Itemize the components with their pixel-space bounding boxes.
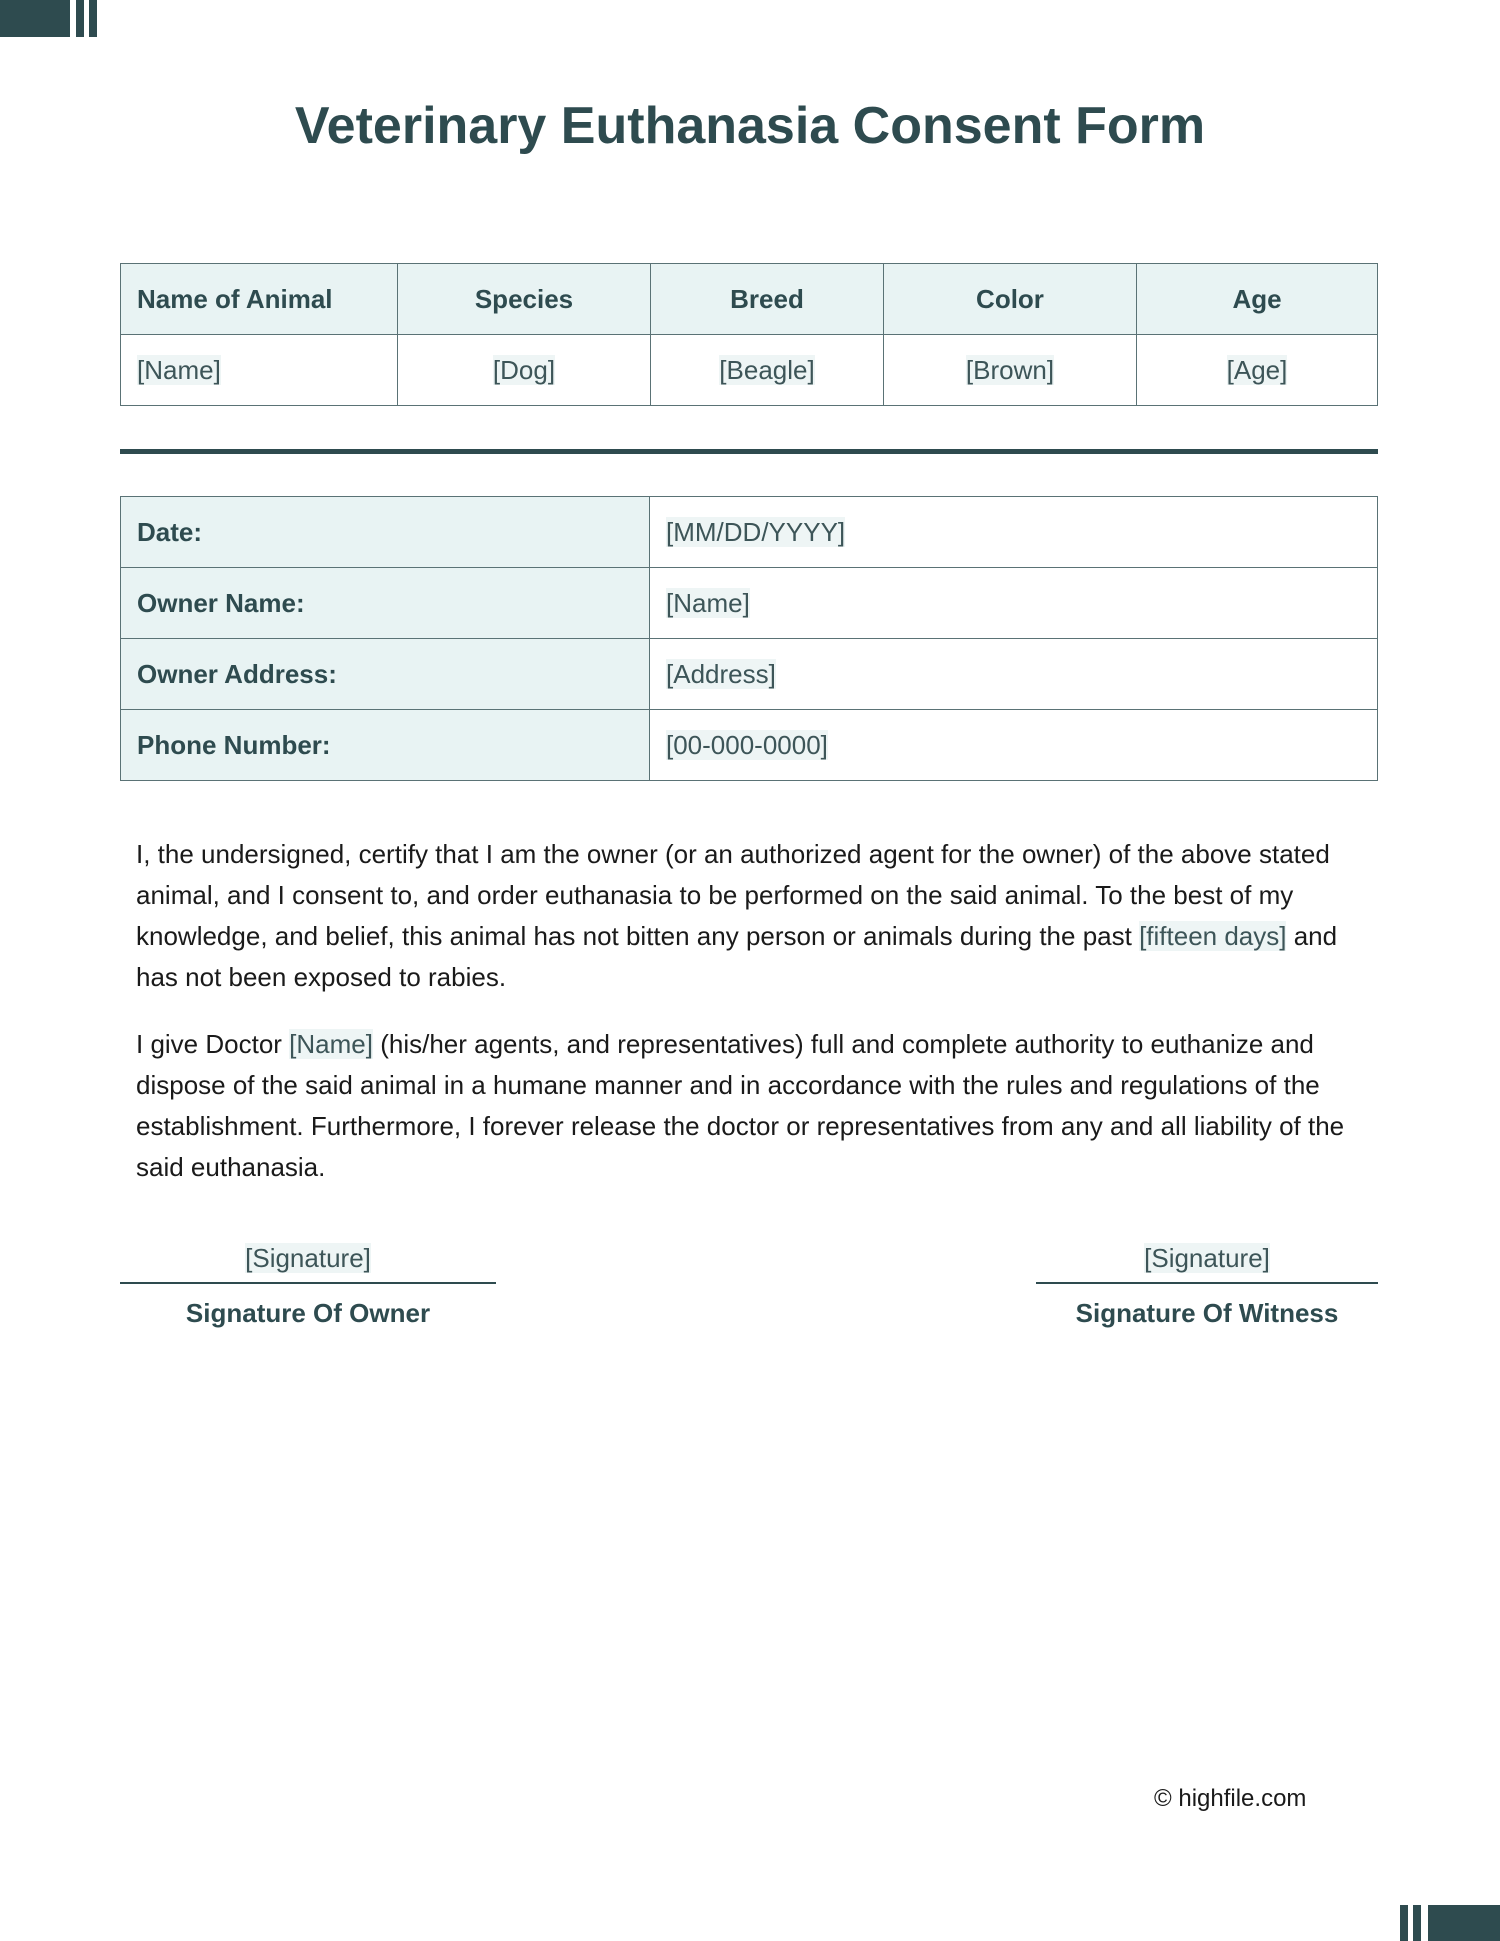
corner-decoration-top-left: [0, 0, 70, 37]
phone-number-field[interactable]: [650, 710, 1378, 781]
owner-address-field[interactable]: [650, 639, 1378, 710]
witness-signature-block: [1036, 1238, 1378, 1329]
date-value: [MM/DD/YYYY]: [666, 516, 846, 547]
owner-name-value: [Name]: [666, 587, 750, 618]
animal-name-cell[interactable]: [121, 335, 398, 406]
owner-address-label: Owner Address:: [121, 639, 650, 710]
corner-stripe: [89, 0, 97, 37]
paragraph-text: I, the undersigned, certify that I am the owner (or an authorized agent for the owner) of the above stated animal, and I consent to, and order euthanasia to be performed on the said animal. To the best of my knowledge, and belief, this animal has not bitten any person or animals during the past: [136, 839, 1330, 951]
species-value: [Dog]: [492, 354, 556, 385]
consent-paragraph: [136, 834, 1366, 998]
animal-info-table: [120, 263, 1378, 406]
signature-line: [120, 1282, 496, 1284]
table-row: [121, 710, 1378, 781]
copyright-text: © highfile.com: [1154, 1785, 1307, 1812]
table-row: [121, 568, 1378, 639]
authority-paragraph: [136, 1024, 1366, 1188]
animal-name-value: [Name]: [137, 354, 221, 385]
witness-signature-value: [Signature]: [1144, 1243, 1270, 1273]
owner-name-label: Owner Name:: [121, 568, 650, 639]
owner-signature-field[interactable]: [120, 1238, 496, 1278]
owner-signature-label: Signature Of Owner: [185, 1298, 431, 1328]
header-species: Species: [398, 264, 651, 335]
witness-signature-field[interactable]: [1036, 1238, 1378, 1278]
owner-signature-value: [Signature]: [245, 1243, 371, 1273]
corner-stripe: [1400, 1905, 1408, 1941]
days-placeholder[interactable]: [fifteen days]: [1139, 921, 1287, 951]
corner-stripe: [1413, 1905, 1421, 1941]
owner-address-value: [Address]: [666, 658, 776, 689]
paragraph-text: and has not been exposed to rabies.: [136, 921, 1338, 992]
breed-value: [Beagle]: [719, 354, 815, 385]
table-row: [121, 497, 1378, 568]
corner-stripe: [76, 0, 84, 37]
owner-info-table: [120, 496, 1378, 781]
phone-number-label: Phone Number:: [121, 710, 650, 781]
age-value: [Age]: [1226, 354, 1288, 385]
owner-name-field[interactable]: [650, 568, 1378, 639]
header-breed: Breed: [651, 264, 884, 335]
paragraph-text: I give Doctor: [136, 1029, 290, 1059]
breed-cell[interactable]: [651, 335, 884, 406]
signature-line: [1036, 1282, 1378, 1284]
paragraph-text: (his/her agents, and representatives) full and complete authority to euthanize and dispose of the said animal in a humane manner and in accordance with the rules and regulations of the establishment. Furthermore, I forever release the doctor or representatives from any and all liability of the said euthanasia.: [136, 1029, 1345, 1182]
header-age: Age: [1137, 264, 1378, 335]
color-value: [Brown]: [965, 354, 1055, 385]
doctor-name-placeholder[interactable]: [Name]: [289, 1029, 373, 1059]
owner-signature-block: [120, 1238, 496, 1329]
witness-signature-label: Signature Of Witness: [1075, 1298, 1339, 1328]
age-cell[interactable]: [1137, 335, 1378, 406]
date-label: Date:: [121, 497, 650, 568]
table-header-row: [121, 264, 1378, 335]
corner-decoration-bottom-right: [1428, 1905, 1500, 1941]
phone-number-value: [00-000-0000]: [666, 729, 828, 760]
table-row: [121, 335, 1378, 406]
section-divider: [120, 449, 1378, 454]
table-row: [121, 639, 1378, 710]
header-color: Color: [884, 264, 1137, 335]
color-cell[interactable]: [884, 335, 1137, 406]
date-field[interactable]: [650, 497, 1378, 568]
header-name-of-animal: Name of Animal: [121, 264, 398, 335]
species-cell[interactable]: [398, 335, 651, 406]
page-title: Veterinary Euthanasia Consent Form: [294, 97, 1206, 155]
